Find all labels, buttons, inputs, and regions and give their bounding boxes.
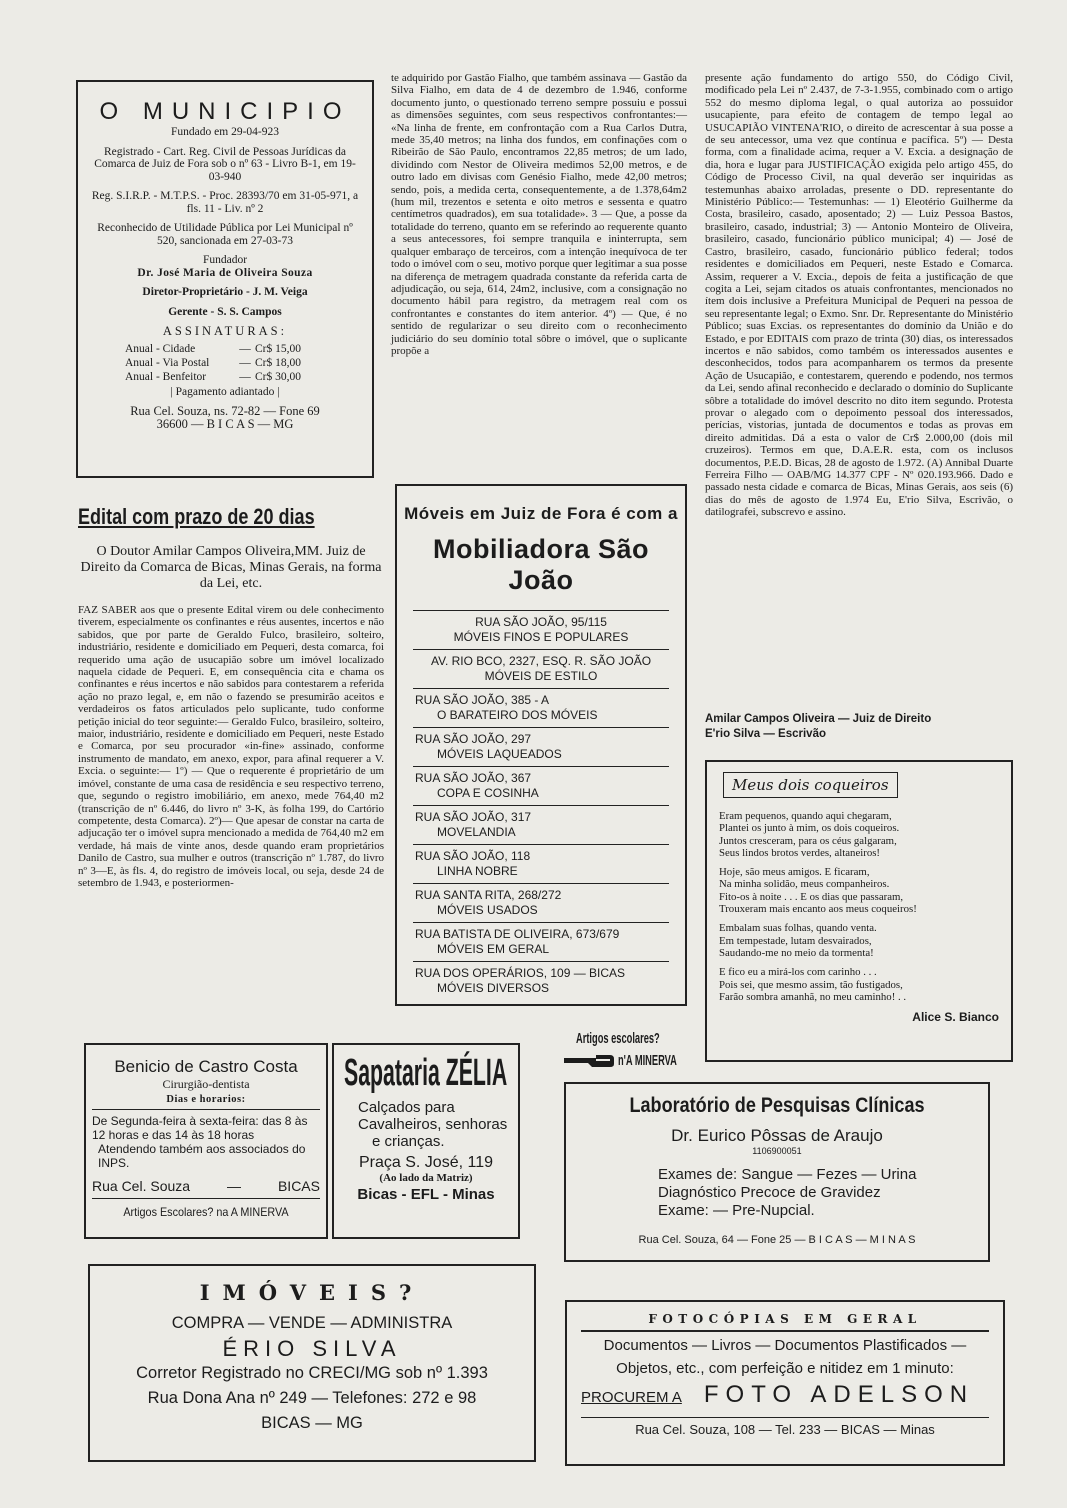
mobiliadora-tagline: Móveis em Juiz de Fora é com a bbox=[404, 504, 678, 523]
edital-column-2: te adquirido por Gastão Fialho, que também assinava — Gastão da Silva Fialho, em data de 4 de dezembro de 1.946, conforme documento junto, o questionado terreno sempre possuiu e possui as dimensões seguintes, com seus respectivos confrontantes:— «Na linha de frente, em confrontação com a Rua Carlos Dutra, mede 35,40 metros; na linha dos fundos, em confinações com o Ribeirão de São Paulo, encontramos 22,85 metros; de um lado, dividindo com Nestor de Oliveira medimos 52,00 metros, e de outro lado em divisas com Genésio Fialho, mede 42,00 metros; sendo, pois, a medida certa, consequentemente, a de 1.378,64m2 (hum mil, trezentos e setenta e oito metros e sessenta e quatro centímetros quadrados), em sua totalidade». 3 — Que, a posse da totalidade do terreno, quanto em se referindo ao requerente quanto a seus antecessores, foi sempre tranquila e ininterrupta, sem qualquer embaraço de terceiros, com a intenção inequívoca de ter todo o imóvel com o seu, motivo porque quer legitimar a sua posse na diferença de metragem quadrada constante da referida carta de adjudicação, ou seja, 614, 24m2, inclusive, com a consignação no documento hábil para registro, da metragem real com os confrontantes e constantes do item anterior. 4º) — Que, é no sentido de regularizar o seu direito com o reconhecimento judiciário do seu domínio total sôbre o imóvel, que o suplicante propõe a bbox=[391, 72, 687, 357]
judge-signature: Amilar Campos Oliveira — Juiz de Direito bbox=[705, 713, 932, 725]
founder-name: Dr. José Maria de Oliveira Souza bbox=[137, 266, 313, 279]
registration-text: Registrado - Cart. Reg. Civil de Pessoas Jurídicas da Comarca de Juiz de Fora sob o nº 63 - Livro B-1, em 19-03-940 bbox=[94, 145, 356, 183]
sapataria-ad bbox=[332, 1043, 520, 1239]
sapataria-name: Sapataria ZÉLIA bbox=[344, 1052, 508, 1094]
photocopy-ad bbox=[565, 1300, 1005, 1466]
store-entry: AV. RIO BCO, 2327, ESQ. R. SÃO JOÃO MÓVEIS DE ESTILO bbox=[413, 649, 669, 688]
hours-heading: Dias e horarios: bbox=[166, 1094, 246, 1105]
laboratory-address: Rua Cel. Souza, 64 — Fone 25 — B I C A S — M I N A S bbox=[638, 1234, 916, 1246]
sapataria-products: Calçados para Cavalheiros, senhoras e crianças. bbox=[358, 1099, 508, 1150]
price-row: Anual - Benfeitor — Cr$ 30,00 bbox=[125, 370, 301, 383]
real-estate-title: IMÓVEIS? bbox=[199, 1280, 425, 1305]
photocopy-address: Rua Cel. Souza, 108 — Tel. 233 — BICAS — Minas bbox=[581, 1417, 989, 1437]
founded-date: Fundado em 29-04-923 bbox=[171, 126, 279, 138]
dentist-name: Benicio de Castro Costa bbox=[114, 1057, 298, 1076]
price-row: Anual - Cidade — Cr$ 15,00 bbox=[125, 342, 301, 355]
price-list bbox=[88, 342, 362, 384]
director-line: Diretor-Proprietário - J. M. Veiga bbox=[142, 286, 308, 298]
newspaper-title: O MUNICIPIO bbox=[99, 98, 351, 125]
masthead-box bbox=[76, 80, 374, 478]
store-list bbox=[397, 610, 685, 1000]
minerva-footer: Artigos Escolares? na A MINERVA bbox=[123, 1205, 289, 1219]
edital-title: Edital com prazo de 20 dias bbox=[78, 504, 315, 529]
payment-note: | Pagamento adiantado | bbox=[170, 385, 280, 398]
clerk-signature: E'rio Silva — Escrivão bbox=[705, 728, 826, 740]
dentist-address: Rua Cel. Souza — BICAS bbox=[92, 1178, 320, 1199]
sapataria-city: Bicas - EFL - Minas bbox=[357, 1186, 495, 1203]
dentist-ad bbox=[84, 1043, 328, 1239]
hours-text: De Segunda-feira à sexta-feira: das 8 às 12 horas e das 14 às 18 horas Atendendo também aos associados do INPS. bbox=[92, 1109, 320, 1170]
minerva-line-1: Artigos escolares? bbox=[576, 1030, 660, 1047]
registration-sirp: Reg. S.I.R.P. - M.T.P.S. - Proc. 28393/70 em 31-05-971, a fls. 11 - Liv. nº 2 bbox=[91, 190, 359, 215]
poem-stanza: E fico eu a mirá-los com carinho . . . Pois sei, que mesmo assim, tão fustigados, Farão sombra amanhã, no meu caminho! . . bbox=[719, 966, 907, 1003]
mobiliadora-name: Mobiliadora São João bbox=[432, 534, 650, 595]
pointing-hand-icon bbox=[562, 1050, 616, 1070]
subscriptions-heading: ASSINATURAS: bbox=[162, 324, 288, 338]
price-row: Anual - Via Postal — Cr$ 18,00 bbox=[125, 356, 301, 369]
real-estate-services: COMPRA — VENDE — ADMINISTRA bbox=[171, 1314, 453, 1332]
edital-column-1: FAZ SABER aos que o presente Edital virem ou dele conhecimento tiverem, especialmente os confinantes e réus ausentes, incertos e não sabidos, que por parte de Geraldo Fulco, brasileiro, solteiro, industriário, residente e domiciliado em Pequeri, desta comarca, foi requerido uma ação de usucapião sobre um imóvel localizado naquela cidade de Pequeri. E, em consequência cita e chama os confinantes e réus incertos e não sabidos para contestarem a referida ação no prazo legal, e, em não o fazendo se presumirão aceitos e verdadeiros os fatos articulados pelo suplicante, tudo conforme petição inicial do teor seguinte:— Geraldo Fulco, brasileiro, solteiro, maior, industriário, residente e domiciliado em Pequeri, neste Estado e Comarca, por seu procurador «in-fine» assinado, conforme instrumento de mandato, em anexo, expor, para afinal requerer a V. Excia. o seguinte:— 1º) — Que o requerente é proprietário de um imóvel, constante de uma casa de residência e seu respectivo terreno, que, segundo o registro imobiliário, em anexo, mede 764,40 m2 (transcrição de nº 6.446, do livro nº 3-K, às folha 199, do Cartório competente, desta Comarca). 2º)— Que apesar de constar na carta de adjucação ter o imóvel supra mencionado a medida de 764,40 m2 em verdade, há mais de vinte anos, desde quando eram proprietários Danilo de Castro, sua mulher e outros (transcrição nº 1.787, do livro nº 3—E, às fls. 4, do registro de imóveis local, ou seja, desde 24 de setembro de 1.943, e posteriormen- bbox=[78, 604, 384, 889]
manager-line: Gerente - S. S. Campos bbox=[168, 305, 282, 318]
poem-body bbox=[719, 810, 999, 1003]
store-entry: RUA SÃO JOÃO, 95/115 MÓVEIS FINOS E POPULARES bbox=[413, 610, 669, 649]
poem-stanza: Embalam suas folhas, quando venta. Em tempestade, lutam desvairados, Saudando-me no meio da tormenta! bbox=[719, 922, 877, 959]
laboratory-ad bbox=[564, 1082, 990, 1262]
doctor-number: 1106900051 bbox=[752, 1146, 802, 1156]
poem-author: Alice S. Bianco bbox=[912, 1010, 999, 1025]
store-entry: RUA BATISTA DE OLIVEIRA, 673/679 MÓVEIS EM GERAL bbox=[413, 922, 669, 961]
procurem-label: PROCUREM A bbox=[581, 1389, 682, 1406]
broker-name: ÉRIO SILVA bbox=[222, 1336, 402, 1361]
sapataria-address: Praça S. José, 119 bbox=[359, 1154, 493, 1171]
dentist-specialty: Cirurgião-dentista bbox=[162, 1077, 250, 1091]
laboratory-title: Laboratório de Pesquisas Clínicas bbox=[629, 1094, 925, 1117]
minerva-line-2: n'A MINERVA bbox=[618, 1052, 677, 1069]
edital-column-3: presente ação fundamento do artigo 550, do Código Civil, modificado pela Lei nº 2.437, de 7-3-1.955, combinado com o artigo 552 do mesmo diploma legal, o qual autoriza ao possuidor usucapiente, para efeito de contagem de tempo legal ao USUCAPIÃO VINTENA'RIO, o direito de acrescentar à sua posse a de seu antecessor, uma vez que contínua e pacífica. 5º) — Desta forma, com a finalidade acima, requer a V. Excia. a designação de dia, hora e lugar para JUSTIFICAÇÃO exigida pelo artigo 455, do Código de Processo Civil, na qual deverão ser inquiridas as testemunhas abaixo arroladas, presente o DD. representante do Ministério Público:— Testemunhas: — 1) Eleotério Guilherme da Costa, brasileiro, casado, aposentado; 2) — Luiz Pessoa Bastos, brasileiro, casado, industrial; 3) — Antonio Monteiro de Oliveira, brasileiro, casado, funcionário público municipal; 4) — José de Castro, brasileiro, casado, funcionário público federal; todos residentes e domiciliados em Pequeri, neste Estado e Comarca. Assim, requerer a V. Excia., depois de feita a justificação de que cogita a Lei, sejam citados os atuais confrontantes, mencionados no ítem dois inclusive a Prefeitura Municipal de Pequeri na pessoa de seu representante legal; o Exmo. Snr. Dr. Representante do Ministério Público; suas Excias. os representantes do domínio da União e do Estado, e por EDITAIS com prazo de trinta (30) dias, os interessados incertos e não sabidos, como também os interessados ausentes e desconhecidos, todos para acompanharem os termos da presente Ação de Usucapião, e contestarem, querendo e podendo, nos termos da Lei, sendo afinal reconhecido e declarado o domínio do Suplicante sôbre a totalidade do imóvel descrito no dito item segundo. Protesta provar o alegado com o depoimento pessoal dos interessados, perícias, vistorias, juntada de documentos e todas as provas em direito admitidas. Dá a esta o valor de Cr$ 2.000,00 (dois mil cruzeiros). Termos em que, D.A.E.R. esta, com os inclusos documentos, P.E.D. Bicas, 28 de agosto de 1.972. (A) Annibal Duarte Ferreira Filho — OAB/MG 14.377 CPF - Nº 020.193.966. Dado e passado nesta cidade e comarca de Bicas, Minas Gerais, aos seis (6) dias do mês de agosto de 1.974 Eu, E'rio Silva, Escrivão, o datilografei, subscrevo e assino. bbox=[705, 72, 1013, 519]
poem-stanza: Hoje, são meus amigos. E ficaram, Na minha solidão, meus companheiros. Fito-os à noite . . . E os dias que passaram, Trouxeram mais encanto aos meus coqueiros! bbox=[719, 866, 917, 916]
broker-city: BICAS — MG bbox=[261, 1414, 363, 1432]
sapataria-reference: (Ao lado da Matriz) bbox=[379, 1172, 473, 1184]
edital-subtitle: O Doutor Amilar Campos Oliveira,MM. Juiz de Direito da Comarca de Bicas, Minas Gerais, na forma da Lei, etc. bbox=[80, 544, 382, 591]
photocopy-call bbox=[581, 1381, 989, 1409]
store-entry: RUA SÃO JOÃO, 367 COPA E COSINHA bbox=[413, 766, 669, 805]
photocopy-line-2: Objetos, etc., com perfeição e nitidez em 1 minuto: bbox=[616, 1360, 954, 1377]
broker-creci: Corretor Registrado no CRECI/MG sob nº 1.393 bbox=[136, 1364, 488, 1382]
doctor-name: Dr. Eurico Pôssas de Araujo bbox=[671, 1126, 883, 1145]
poem-stanza: Eram pequenos, quando aqui chegaram, Plantei os junto à mim, os dois coqueiros. Juntos cresceram, para os céus galgaram, Seus lindos brotos verdes, altaneiros! bbox=[719, 810, 900, 859]
store-entry: RUA SÃO JOÃO, 385 - A O BARATEIRO DOS MÓVEIS bbox=[413, 688, 669, 727]
store-entry: RUA SANTA RITA, 268/272 MÓVEIS USADOS bbox=[413, 883, 669, 922]
photocopy-title: FOTOCÓPIAS EM GERAL bbox=[581, 1312, 989, 1332]
store-entry: RUA SÃO JOÃO, 118 LINHA NOBRE bbox=[413, 844, 669, 883]
city-line: 36600 — B I C A S — MG bbox=[156, 416, 294, 431]
real-estate-ad bbox=[88, 1264, 536, 1462]
broker-address: Rua Dona Ana nº 249 — Telefones: 272 e 98 bbox=[147, 1389, 477, 1407]
store-entry: RUA SÃO JOÃO, 297 MÓVEIS LAQUEADOS bbox=[413, 727, 669, 766]
photocopy-line-1: Documentos — Livros — Documentos Plastificados — bbox=[603, 1337, 967, 1354]
store-entry: RUA SÃO JOÃO, 317 MOVELANDIA bbox=[413, 805, 669, 844]
founder-label: Fundador bbox=[202, 254, 248, 266]
mobiliadora-ad bbox=[395, 484, 687, 1006]
minerva-ad bbox=[558, 1030, 708, 1080]
foto-adelson-name: FOTO ADELSON bbox=[703, 1381, 975, 1408]
poem-title: Meus dois coqueiros bbox=[723, 772, 898, 798]
public-utility-text: Reconhecido de Utilidade Pública por Lei Municipal nº 520, sancionada em 27-03-73 bbox=[97, 222, 353, 247]
poem-box bbox=[705, 760, 1013, 1062]
store-entry: RUA DOS OPERÁRIOS, 109 — BICAS MÓVEIS DIVERSOS bbox=[413, 961, 669, 1000]
exam-list: Exames de: Sangue — Fezes — Urina Diagnóstico Precoce de Gravidez Exame: — Pre-Nupcial. bbox=[658, 1166, 917, 1219]
edital-signatures bbox=[705, 712, 1015, 742]
address-line: Rua Cel. Souza, ns. 72-82 — Fone 69 bbox=[130, 404, 320, 418]
